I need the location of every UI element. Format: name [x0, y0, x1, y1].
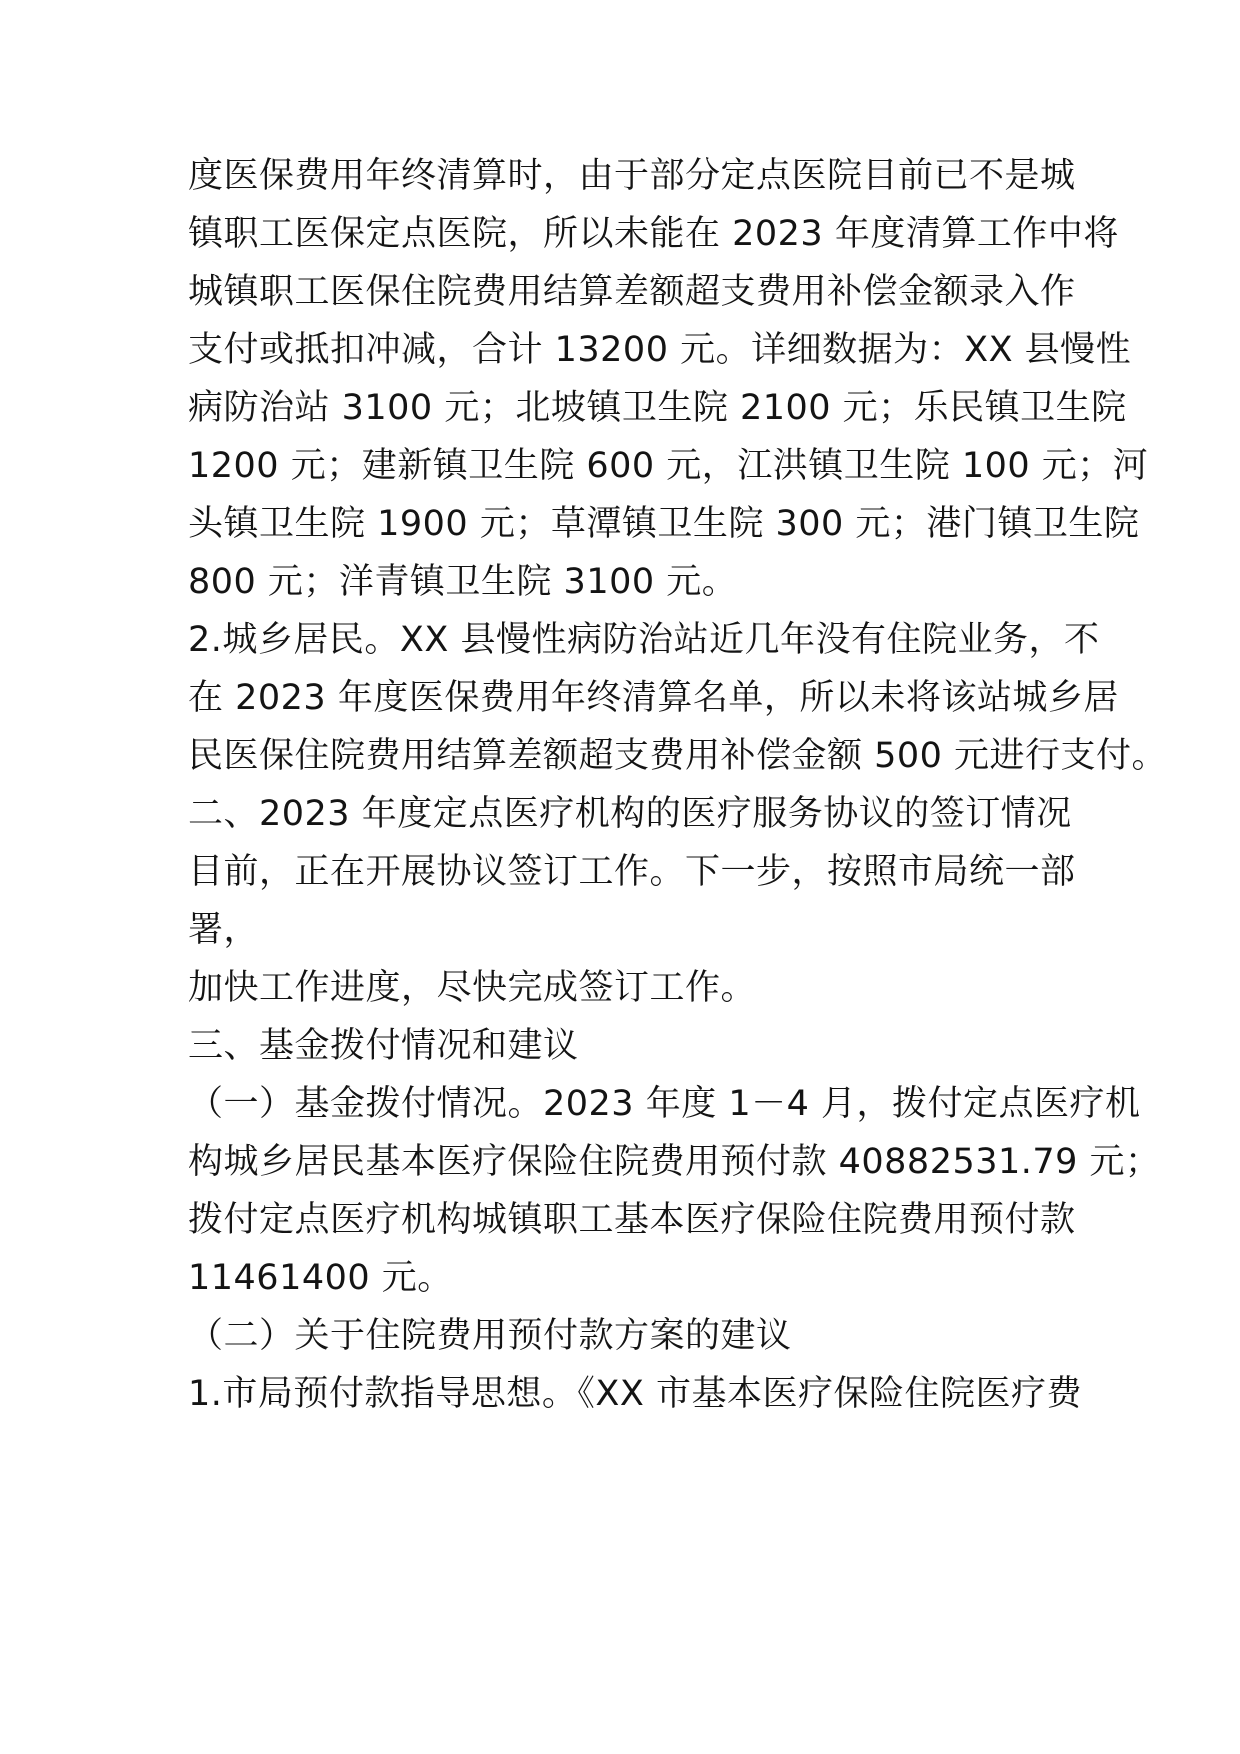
text-line: 署，	[188, 910, 260, 950]
text-line: 民医保住院费用结算差额超支费用补偿金额 500 元进行支付。	[188, 736, 1168, 776]
text-line: 1200 元；建新镇卫生院 600 元，江洪镇卫生院 100 元；河	[188, 446, 1149, 486]
text-line: 在 2023 年度医保费用年终清算名单，所以未将该站城乡居	[188, 678, 1119, 718]
section-heading: 二、2023 年度定点医疗机构的医疗服务协议的签订情况	[188, 794, 1072, 834]
text-line: 病防治站 3100 元；北坡镇卫生院 2100 元；乐民镇卫生院	[188, 388, 1127, 428]
text-line: 2.城乡居民。XX 县慢性病防治站近几年没有住院业务，不	[188, 620, 1100, 660]
text-line: 拨付定点医疗机构城镇职工基本医疗保险住院费用预付款	[188, 1200, 1076, 1240]
text-line: 800 元；洋青镇卫生院 3100 元。	[188, 562, 738, 602]
text-line: 构城乡居民基本医疗保险住院费用预付款 40882531.79 元；	[188, 1142, 1161, 1182]
section-heading: 三、基金拨付情况和建议	[188, 1026, 579, 1066]
subsection-heading: （二）关于住院费用预付款方案的建议	[188, 1316, 792, 1356]
text-line: 头镇卫生院 1900 元；草潭镇卫生院 300 元；港门镇卫生院	[188, 504, 1140, 544]
text-line: 城镇职工医保住院费用结算差额超支费用补偿金额录入作	[188, 272, 1076, 312]
text-line: 镇职工医保定点医院，所以未能在 2023 年度清算工作中将	[188, 214, 1119, 254]
text-line: 支付或抵扣冲减，合计 13200 元。详细数据为：XX 县慢性	[188, 330, 1132, 370]
text-line: 度医保费用年终清算时，由于部分定点医院目前已不是城	[188, 156, 1076, 196]
text-line: 11461400 元。	[188, 1258, 453, 1298]
text-line: （一）基金拨付情况。2023 年度 1－4 月，拨付定点医疗机	[188, 1084, 1141, 1124]
text-line: 目前，正在开展协议签订工作。下一步，按照市局统一部	[188, 852, 1076, 892]
text-line: 1.市局预付款指导思想。《XX 市基本医疗保险住院医疗费	[188, 1374, 1082, 1414]
text-line: 加快工作进度，尽快完成签订工作。	[188, 968, 757, 1008]
